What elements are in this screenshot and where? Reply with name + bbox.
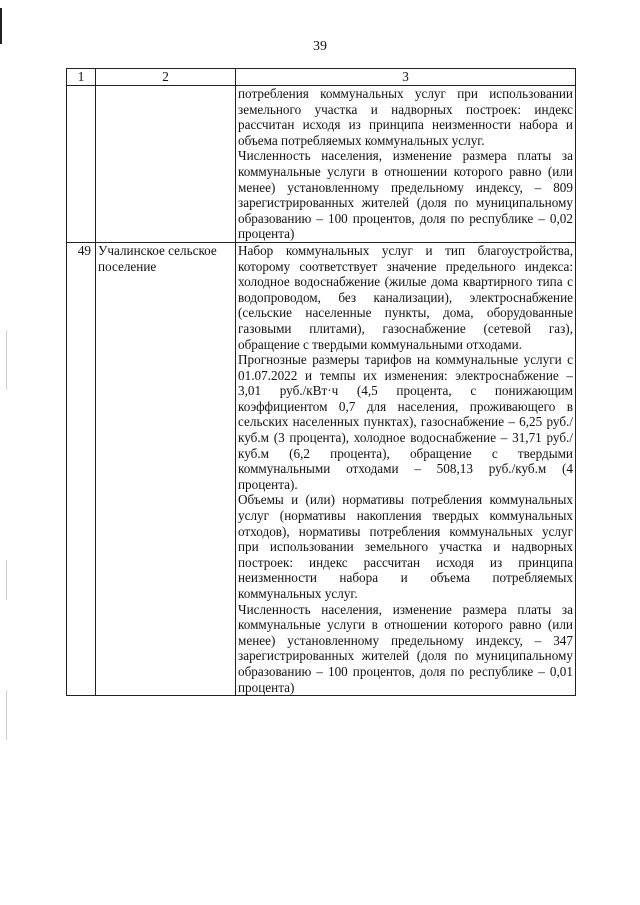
- column-header: 2: [96, 69, 236, 86]
- description-paragraph: Прогнозные размеры тарифов на коммунальные услуги с 01.07.2022 и темпы их изменения: электроснабжение – 3,01 руб./кВт·ч (4,5 процента, с понижающим коэффициентом 0,7 для населения, проживающего в сельских населенных пунктах), газоснабжение – 6,25 руб./куб.м (3 процента), холодное водоснабжение – 31,71 руб./куб.м (6,2 процента), обращение с твердыми коммунальными отходами – 508,13 руб./куб.м (4 процента).: [238, 352, 573, 492]
- scan-artifact-line: [6, 690, 7, 740]
- column-header: 3: [236, 69, 576, 86]
- settlement-name: Учалинское сельское поселение: [96, 242, 236, 695]
- description-paragraph: Объемы и (или) нормативы потребления коммунальных услуг (нормативы накопления твердых коммунальных отходов), нормативы потребления коммунальных услуг при использовании земельного участка и надворных построек: индекс рассчитан исходя из принципа неизменности набора и объема потребляемых коммунальных услуг.: [238, 492, 573, 601]
- description-paragraph: Численность населения, изменение размера платы за коммунальные услуги в отношении которого равно (или менее) установленному предельному индексу, – 809 зарегистрированных жителей (доля по муниципальному образованию – 100 процентов, доля по республике – 0,02 процента): [238, 148, 573, 242]
- description-cell: [236, 242, 576, 695]
- description-cell: [236, 86, 576, 243]
- settlement-name: [96, 86, 236, 243]
- page-number: 39: [313, 39, 327, 54]
- table-row: [67, 242, 576, 695]
- scan-artifact-line: [6, 560, 7, 600]
- table-row: [67, 86, 576, 243]
- description-paragraph: потребления коммунальных услуг при использовании земельного участка и надворных построек: индекс рассчитан исходя из принципа неизменности набора и объема потребляемых коммунальных услуг.: [238, 86, 573, 148]
- description-paragraph: Набор коммунальных услуг и тип благоустройства, которому соответствует значение предельного индекса: холодное водоснабжение (жилые дома квартирного типа с водопроводом, без канализации), электроснабжение (сельские населенные пункты, дома, оборудованные газовыми плитами), газоснабжение (сетевой газ), обращение с твердыми коммунальными отходами.: [238, 242, 573, 352]
- table-header-row: [67, 69, 576, 86]
- column-header: 1: [67, 69, 96, 86]
- description-paragraph: Численность населения, изменение размера платы за коммунальные услуги в отношении которого равно (или менее) установленному предельному индексу, – 347 зарегистрированных жителей (доля по муниципальному образованию – 100 процентов, доля по республике – 0,01 процента): [238, 601, 573, 695]
- row-number: [67, 86, 96, 243]
- document-table: [66, 68, 576, 696]
- scan-artifact-line: [6, 330, 7, 390]
- row-number: 49: [67, 242, 96, 695]
